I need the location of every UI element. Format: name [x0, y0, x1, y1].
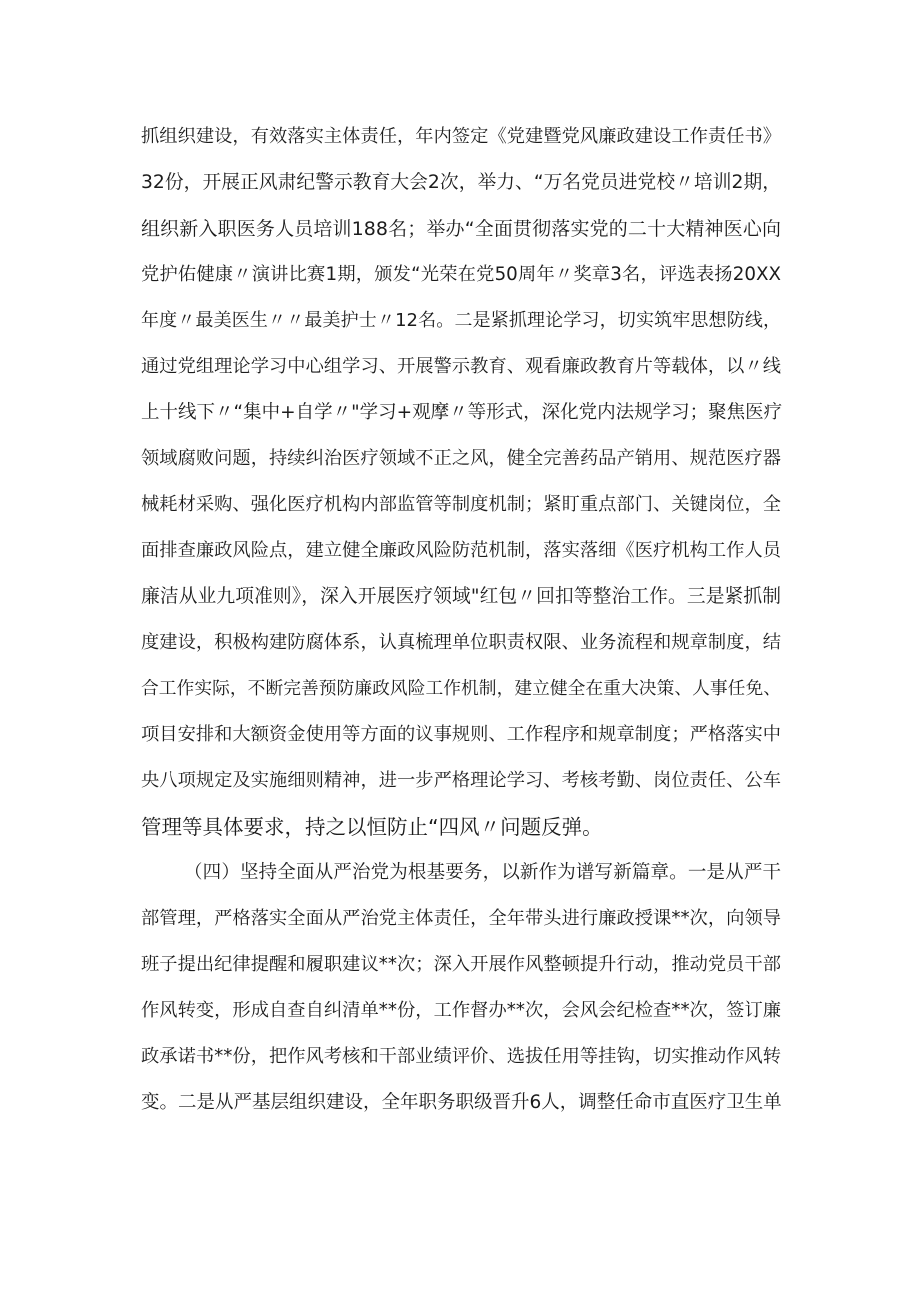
- paragraph-line: 组织新入职医务人员培训188名；举办“全面贯彻落实党的二十大精神医心向: [141, 218, 781, 240]
- paragraph-line: 党护佑健康〃演讲比赛1期，颁发“光荣在党50周年〃奖章3名，评选表扬20XX: [141, 264, 781, 285]
- paragraph-line: 通过党组理论学习中心组学习、开展警示教育、观看廉政教育片等载体，以〃线: [141, 356, 781, 377]
- paragraph-line: 32份，开展正风肃纪警示教育大会2次，举力、“万名党员进党校〃培训2期，: [141, 172, 781, 193]
- paragraph-line: 械耗材采购、强化医疗机构内部监管等制度机制；紧盯重点部门、关键岗位，全: [141, 494, 781, 515]
- paragraph-line: 政承诺书**份，把作风考核和干部业绩评价、选拔任用等挂钩，切实推动作风转: [141, 1046, 781, 1067]
- paragraph-line: 廉洁从业九项准则》，深入开展医疗领域"红包〃回扣等整治工作。三是紧抓制: [141, 586, 781, 607]
- paragraph-line: 管理等具体要求，持之以恒防止“四风〃问题反弹。: [141, 815, 603, 839]
- paragraph-line: 项目安排和大额资金使用等方面的议事规则、工作程序和规章制度；严格落实中: [141, 724, 781, 745]
- paragraph-line: 部管理，严格落实全面从严治党主体责任，全年带头进行廉政授课**次，向领导: [141, 908, 781, 929]
- paragraph-line: 领域腐败问题，持续纠治医疗领域不正之风，健全完善药品产销用、规范医疗器: [141, 448, 781, 469]
- paragraph-line: 作风转变，形成自查自纠清单**份，工作督办**次，会风会纪检查**次，签订廉: [141, 1000, 781, 1021]
- paragraph-line: 合工作实际，不断完善预防廉政风险工作机制，建立健全在重大决策、人事任免、: [141, 679, 781, 699]
- paragraph-line: 面排查廉政风险点，建立健全廉政风险防范机制，落实落细《医疗机构工作人员: [141, 540, 781, 561]
- paragraph-line: 年度〃最美医生〃〃最美护士〃12名。二是紧抓理论学习，切实筑牢思想防线，: [141, 310, 781, 331]
- paragraph-line: 抓组织建设，有效落实主体责任，年内签定《党建暨党风廉政建设工作责任书》: [141, 126, 781, 147]
- paragraph-line: 度建设，积极构建防腐体系，认真梳理单位职责权限、业务流程和规章制度，结: [141, 632, 781, 653]
- paragraph-line: 上十线下〃“集中+自学〃"学习+观摩〃等形式，深化党内法规学习；聚焦医疗: [141, 402, 783, 423]
- paragraph-line: 央八项规定及实施细则精神，进一步严格理论学习、考核考勤、岗位责任、公车: [141, 770, 781, 791]
- section-heading-line: （四）坚持全面从严治党为根基要务，以新作为谱写新篇章。一是从严干: [184, 862, 781, 883]
- paragraph-line: 变。二是从严基层组织建设，全年职务职级晋升6人，调整任命市直医疗卫生单: [141, 1092, 782, 1113]
- paragraph-line: 班子提出纪律提醒和履职建议**次；深入开展作风整顿提升行动，推动党员干部: [141, 954, 781, 975]
